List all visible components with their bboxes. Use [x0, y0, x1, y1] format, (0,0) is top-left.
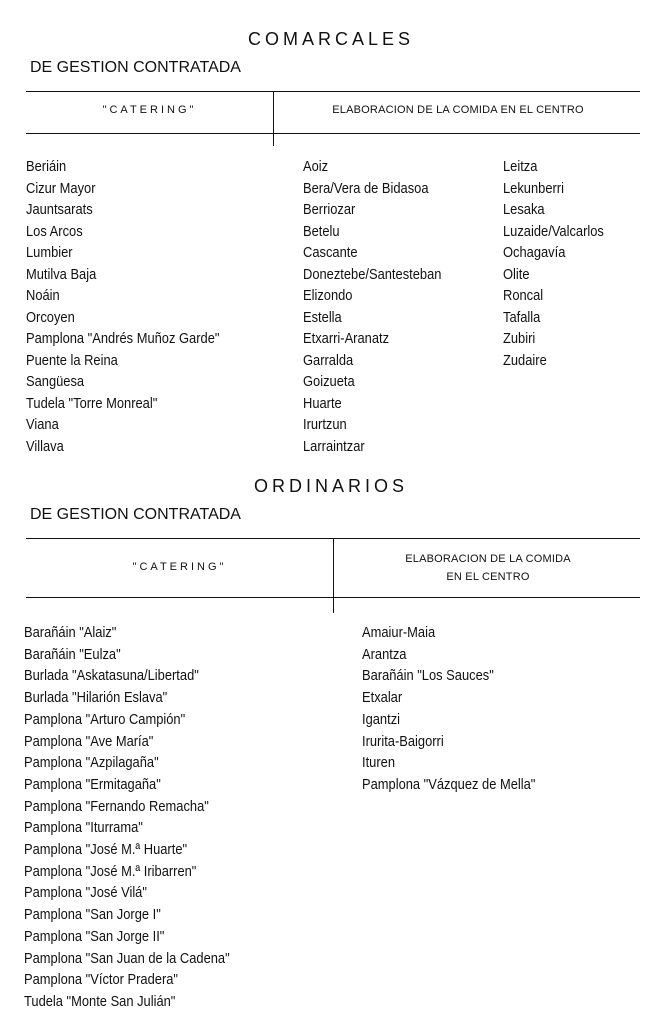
list-item: Huarte — [303, 394, 342, 412]
list-item: Doneztebe/Santesteban — [303, 265, 442, 283]
list-item: Lumbier — [26, 244, 73, 261]
list-item: Cizur Mayor — [26, 179, 96, 197]
list-item: Irurita-Baigorri — [362, 732, 444, 750]
list-item: Burlada "Askatasuna/Libertad" — [24, 667, 199, 685]
list-item: Pamplona "Ave María" — [24, 732, 154, 750]
list-item: Ituren — [362, 754, 395, 772]
list-item: Ochagavía — [503, 244, 566, 261]
header-catering: "CATERING" — [132, 561, 227, 573]
list-item: Lekunberri — [503, 179, 564, 197]
list-elaboracion-ordinarios — [362, 622, 535, 796]
list-item: Irurtzun — [303, 416, 347, 433]
list-item: Pamplona "Andrés Muñoz Garde" — [26, 330, 220, 347]
list-item: Zudaire — [503, 351, 547, 369]
section-subtitle-comarcales: DE GESTION CONTRATADA — [30, 59, 241, 76]
list-item: Barañáin "Eulza" — [24, 645, 121, 663]
list-item: Larraintzar — [303, 437, 365, 455]
list-item: Los Arcos — [26, 222, 83, 240]
list-item: Burlada "Hilarión Eslava" — [24, 689, 168, 707]
list-item: Amaiur-Maia — [362, 624, 436, 641]
list-item: Pamplona "San Jorge I" — [24, 906, 161, 924]
list-item: Luzaide/Valcarlos — [503, 222, 604, 240]
list-item: Roncal — [503, 287, 544, 304]
list-item: Beriáin — [26, 158, 67, 175]
list-item: Viana — [26, 416, 59, 433]
header-elaboracion-line1: ELABORACION DE LA COMIDA — [405, 553, 571, 565]
list-item: Garralda — [303, 351, 354, 369]
list-item: Pamplona "Víctor Pradera" — [24, 971, 179, 989]
list-item: Tudela "Monte San Julián" — [24, 992, 176, 1010]
list-item: Zubiri — [503, 330, 536, 347]
list-item: Etxalar — [362, 689, 403, 707]
list-item: Pamplona "San Juan de la Cadena" — [24, 949, 230, 967]
list-item: Bera/Vera de Bidasoa — [303, 179, 429, 197]
table-column-divider — [273, 91, 274, 146]
list-item: Estella — [303, 308, 342, 326]
list-catering-ordinarios — [24, 622, 230, 1013]
list-item: Villava — [26, 437, 64, 455]
section-title-comarcales: COMARCALES — [247, 29, 415, 49]
list-item: Barañáin "Los Sauces" — [362, 667, 494, 685]
list-item: Barañáin "Alaiz" — [24, 624, 117, 641]
list-item: Pamplona "Ermitagaña" — [24, 775, 161, 793]
list-item: Elizondo — [303, 287, 353, 304]
list-item: Leitza — [503, 158, 538, 175]
list-elaboracion-comarcales-a — [303, 156, 441, 457]
list-item: Mutilva Baja — [26, 265, 97, 283]
header-elaboracion: ELABORACION DE LA COMIDA EN EL CENTRO — [332, 104, 584, 116]
list-item: Igantzi — [362, 710, 401, 728]
section-title-ordinarios: ORDINARIOS — [253, 476, 408, 496]
table-header-rule — [26, 133, 640, 134]
table-column-divider — [333, 538, 334, 613]
list-item: Orcoyen — [26, 308, 75, 326]
section-subtitle-ordinarios: DE GESTION CONTRATADA — [30, 506, 241, 523]
list-item: Tudela "Torre Monreal" — [26, 394, 158, 412]
list-catering-comarcales — [26, 156, 219, 457]
list-item: Arantza — [362, 645, 407, 663]
list-item: Pamplona "Azpilagaña" — [24, 754, 159, 772]
list-item: Pamplona "Fernando Remacha" — [24, 797, 209, 815]
list-item: Lesaka — [503, 201, 545, 218]
list-item: Cascante — [303, 244, 358, 261]
table-top-rule — [26, 91, 640, 92]
header-catering: "CATERING" — [102, 104, 197, 116]
list-item: Berriozar — [303, 201, 356, 218]
list-item: Sangüesa — [26, 373, 85, 390]
list-item: Puente la Reina — [26, 351, 118, 369]
list-item: Tafalla — [503, 308, 541, 326]
list-elaboracion-comarcales-b — [503, 156, 604, 371]
list-item: Pamplona "Iturrama" — [24, 819, 143, 837]
list-item: Pamplona "Vázquez de Mella" — [362, 775, 536, 793]
list-item: Noáin — [26, 287, 60, 304]
list-item: Pamplona "Arturo Campión" — [24, 710, 186, 728]
list-item: Olite — [503, 265, 530, 283]
list-item: Pamplona "José M.ª Huarte" — [24, 841, 188, 859]
list-item: Jauntsarats — [26, 201, 93, 218]
table-header-rule — [26, 597, 640, 598]
list-item: Pamplona "José Vilá" — [24, 884, 147, 902]
header-elaboracion-line2: EN EL CENTRO — [446, 571, 530, 583]
list-item: Betelu — [303, 222, 340, 240]
list-item: Aoiz — [303, 158, 329, 175]
list-item: Pamplona "José M.ª Iribarren" — [24, 862, 197, 880]
list-item: Goizueta — [303, 373, 355, 390]
list-item: Etxarri-Aranatz — [303, 330, 390, 347]
list-item: Pamplona "San Jorge II" — [24, 927, 165, 945]
